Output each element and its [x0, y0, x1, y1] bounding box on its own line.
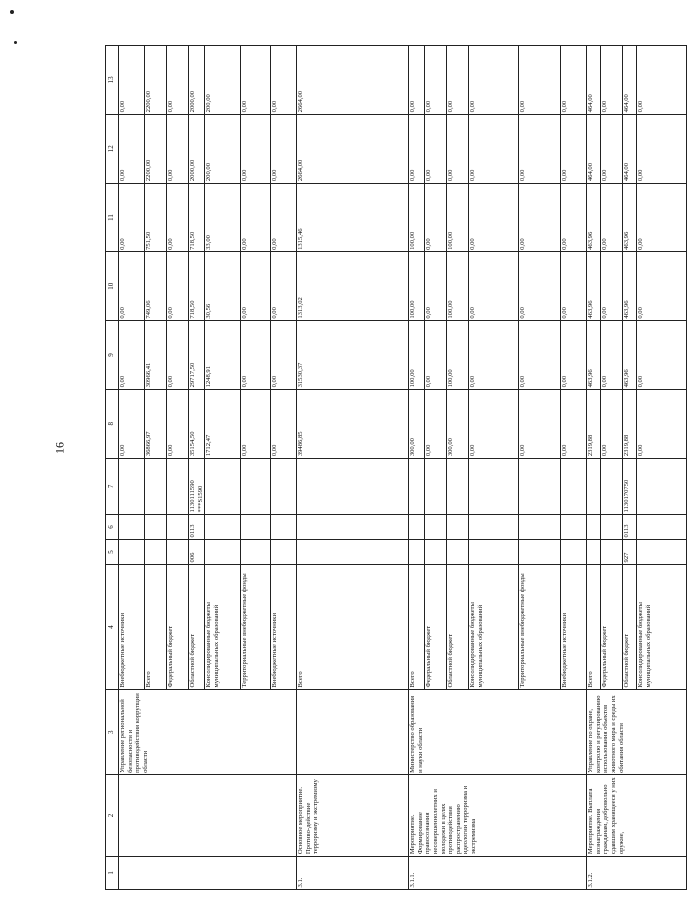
row-number-cell	[119, 856, 297, 889]
amount-cell: 0,00	[637, 183, 687, 252]
amount-cell: 0,00	[519, 114, 561, 183]
amount-cell: 0,00	[167, 46, 189, 115]
header-cell: 8	[106, 389, 119, 458]
amount-cell: 0,00	[637, 389, 687, 458]
grbs-code-cell	[241, 539, 271, 564]
section-code-cell	[409, 514, 425, 539]
amount-cell: 0,00	[241, 321, 271, 390]
amount-cell: 0,00	[469, 46, 519, 115]
section-code-cell	[601, 514, 623, 539]
budget-table	[105, 45, 687, 890]
amount-cell: 0,00	[167, 321, 189, 390]
amount-cell: 0,00	[409, 46, 425, 115]
amount-cell: 0,00	[601, 252, 623, 321]
grbs-code-cell	[519, 539, 561, 564]
section-code-cell	[271, 514, 297, 539]
rotated-table-wrapper	[105, 45, 652, 890]
amount-cell: 0,00	[561, 46, 587, 115]
amount-cell: 0,00	[119, 46, 145, 115]
funding-source-cell: Внебюджетные источники	[561, 564, 587, 689]
target-article-cell: 1130170750	[623, 458, 637, 514]
amount-cell: 464,00	[587, 46, 601, 115]
funding-source-cell: Внебюджетные источники	[119, 564, 145, 689]
section-code-cell	[241, 514, 271, 539]
target-article-cell	[119, 458, 145, 514]
measure-name-cell: Основное мероприятие. Противо-действие терроризму и экстремизму	[297, 775, 409, 856]
header-cell: 6	[106, 514, 119, 539]
amount-cell: 0,00	[637, 114, 687, 183]
target-article-cell	[271, 458, 297, 514]
table-sheet	[105, 45, 652, 890]
header-cell: 4	[106, 564, 119, 689]
grbs-code-cell	[167, 539, 189, 564]
grbs-code-cell	[637, 539, 687, 564]
target-article-cell	[601, 458, 623, 514]
amount-cell: 2000,00	[189, 114, 205, 183]
table-header-row	[106, 46, 119, 890]
amount-cell: 100,00	[447, 183, 469, 252]
header-cell: 2	[106, 775, 119, 856]
amount-cell: 0,00	[469, 321, 519, 390]
grbs-code-cell	[587, 539, 601, 564]
section-code-cell	[637, 514, 687, 539]
amount-cell: 463,96	[587, 183, 601, 252]
amount-cell: 0,00	[409, 114, 425, 183]
header-cell: 10	[106, 252, 119, 321]
funding-source-cell: Областной бюджет	[189, 564, 205, 689]
section-code-cell	[587, 514, 601, 539]
scan-speck	[10, 10, 14, 14]
target-article-cell	[587, 458, 601, 514]
header-cell: 1	[106, 856, 119, 889]
executor-cell: Управление по охране, контролю и регулированию использования объектов животного мира и среды их обитания области	[587, 689, 687, 774]
target-article-cell	[561, 458, 587, 514]
amount-cell: 0,00	[447, 46, 469, 115]
amount-cell: 0,00	[271, 46, 297, 115]
funding-source-cell: Федеральный бюджет	[601, 564, 623, 689]
funding-source-cell: Консолидированные бюджеты муниципальных образований	[637, 564, 687, 689]
table-row	[587, 46, 601, 890]
section-code-cell	[425, 514, 447, 539]
grbs-code-cell: 006	[189, 539, 205, 564]
amount-cell: 300,00	[447, 389, 469, 458]
target-article-cell: 1130111590 ***S1590	[189, 458, 205, 514]
funding-source-cell: Федеральный бюджет	[167, 564, 189, 689]
target-article-cell	[447, 458, 469, 514]
amount-cell: 718,50	[189, 183, 205, 252]
grbs-code-cell	[271, 539, 297, 564]
amount-cell: 1315,46	[297, 183, 409, 252]
target-article-cell	[425, 458, 447, 514]
row-number-cell: 3.1.2.	[587, 856, 687, 889]
amount-cell: 300,00	[409, 389, 425, 458]
funding-source-cell: Консолидированные бюджеты муниципальных образований	[469, 564, 519, 689]
target-article-cell	[519, 458, 561, 514]
amount-cell: 0,00	[469, 389, 519, 458]
amount-cell: 0,00	[519, 321, 561, 390]
amount-cell: 1313,02	[297, 252, 409, 321]
grbs-code-cell: 927	[623, 539, 637, 564]
target-article-cell	[469, 458, 519, 514]
amount-cell: 0,00	[167, 252, 189, 321]
amount-cell: 464,00	[623, 114, 637, 183]
funding-source-cell: Областной бюджет	[447, 564, 469, 689]
amount-cell: 30966,41	[145, 321, 167, 390]
funding-source-cell: Федеральный бюджет	[425, 564, 447, 689]
amount-cell: 35154,50	[189, 389, 205, 458]
amount-cell: 0,00	[271, 321, 297, 390]
grbs-code-cell	[469, 539, 519, 564]
amount-cell: 0,00	[167, 114, 189, 183]
amount-cell: 0,00	[271, 114, 297, 183]
funding-source-cell: Внебюджетные источники	[271, 564, 297, 689]
amount-cell: 200,00	[205, 114, 241, 183]
section-code-cell	[145, 514, 167, 539]
amount-cell: 0,00	[561, 114, 587, 183]
amount-cell: 0,00	[425, 321, 447, 390]
amount-cell: 463,96	[587, 252, 601, 321]
amount-cell: 0,00	[119, 183, 145, 252]
grbs-code-cell	[447, 539, 469, 564]
amount-cell: 30,56	[205, 252, 241, 321]
grbs-code-cell	[601, 539, 623, 564]
amount-cell: 463,96	[587, 321, 601, 390]
amount-cell: 100,00	[447, 321, 469, 390]
header-cell: 5	[106, 539, 119, 564]
grbs-code-cell	[425, 539, 447, 564]
amount-cell: 0,00	[271, 183, 297, 252]
amount-cell: 0,00	[601, 183, 623, 252]
section-code-cell: 0113	[189, 514, 205, 539]
funding-source-cell: Консолидированные бюджеты муниципальных образований	[205, 564, 241, 689]
amount-cell: 0,00	[469, 114, 519, 183]
amount-cell: 0,00	[561, 389, 587, 458]
grbs-code-cell	[119, 539, 145, 564]
section-code-cell	[519, 514, 561, 539]
amount-cell: 100,00	[447, 252, 469, 321]
amount-cell: 0,00	[425, 389, 447, 458]
amount-cell: 0,00	[601, 46, 623, 115]
amount-cell: 0,00	[425, 252, 447, 321]
funding-source-cell: Территориальные внебюджетные фонды	[519, 564, 561, 689]
amount-cell: 100,00	[409, 183, 425, 252]
executor-cell: Министерство образования и науки области	[409, 689, 587, 774]
amount-cell: 0,00	[241, 252, 271, 321]
amount-cell: 0,00	[119, 321, 145, 390]
amount-cell: 0,00	[241, 114, 271, 183]
amount-cell: 1712,47	[205, 389, 241, 458]
amount-cell: 0,00	[425, 46, 447, 115]
amount-cell: 2200,00	[145, 46, 167, 115]
section-code-cell	[119, 514, 145, 539]
amount-cell: 0,00	[119, 114, 145, 183]
target-article-cell	[205, 458, 241, 514]
header-cell: 13	[106, 46, 119, 115]
amount-cell: 749,06	[145, 252, 167, 321]
amount-cell: 2319,88	[623, 389, 637, 458]
funding-source-cell: Всего	[145, 564, 167, 689]
amount-cell: 718,50	[189, 252, 205, 321]
target-article-cell	[145, 458, 167, 514]
header-cell: 9	[106, 321, 119, 390]
amount-cell: 0,00	[119, 389, 145, 458]
amount-cell: 0,00	[561, 183, 587, 252]
measure-name-cell	[119, 775, 297, 856]
amount-cell: 100,00	[409, 321, 425, 390]
header-cell: 11	[106, 183, 119, 252]
funding-source-cell: Всего	[297, 564, 409, 689]
amount-cell: 0,00	[601, 321, 623, 390]
row-number-cell: 3.1.1.	[409, 856, 587, 889]
amount-cell: 0,00	[167, 183, 189, 252]
amount-cell: 0,00	[519, 46, 561, 115]
executor-cell: Управление региональной безопасности и противодействия коррупции области	[119, 689, 297, 774]
amount-cell: 0,00	[425, 114, 447, 183]
amount-cell: 0,00	[241, 389, 271, 458]
header-cell: 12	[106, 114, 119, 183]
amount-cell: 0,00	[241, 183, 271, 252]
measure-name-cell: Мероприятие. Выплата вознаграждения гражданам, добровольно сдавшим хранящееся у них оружие,	[587, 775, 687, 856]
executor-cell	[297, 689, 409, 774]
measure-name-cell: Мероприятие. Формирование правосознания несовершеннолетних и молодежи в целях противодействия распространению идеологии терроризма и экстремизма	[409, 775, 587, 856]
funding-source-cell: Всего	[587, 564, 601, 689]
amount-cell: 0,00	[167, 389, 189, 458]
amount-cell: 463,96	[623, 183, 637, 252]
amount-cell: 100,00	[409, 252, 425, 321]
amount-cell: 0,00	[425, 183, 447, 252]
amount-cell: 200,00	[205, 46, 241, 115]
amount-cell: 464,00	[623, 46, 637, 115]
funding-source-cell: Областной бюджет	[623, 564, 637, 689]
amount-cell: 39486,85	[297, 389, 409, 458]
section-code-cell	[297, 514, 409, 539]
amount-cell: 0,00	[637, 252, 687, 321]
amount-cell: 2319,88	[587, 389, 601, 458]
amount-cell: 0,00	[561, 321, 587, 390]
amount-cell: 2200,00	[145, 114, 167, 183]
amount-cell: 0,00	[241, 46, 271, 115]
section-code-cell: 0113	[623, 514, 637, 539]
amount-cell: 463,96	[623, 321, 637, 390]
table-row	[297, 46, 409, 890]
grbs-code-cell	[145, 539, 167, 564]
amount-cell: 0,00	[601, 114, 623, 183]
funding-source-cell: Территориальные внебюджетные фонды	[241, 564, 271, 689]
amount-cell: 0,00	[561, 252, 587, 321]
amount-cell: 0,00	[119, 252, 145, 321]
amount-cell: 464,00	[587, 114, 601, 183]
amount-cell: 463,96	[623, 252, 637, 321]
page-number-text: 16	[52, 442, 67, 454]
grbs-code-cell	[297, 539, 409, 564]
amount-cell: 0,00	[519, 389, 561, 458]
amount-cell: 0,00	[469, 252, 519, 321]
table-row	[409, 46, 425, 890]
amount-cell: 2664,00	[297, 114, 409, 183]
target-article-cell	[297, 458, 409, 514]
amount-cell: 36866,97	[145, 389, 167, 458]
funding-source-cell: Всего	[409, 564, 425, 689]
grbs-code-cell	[409, 539, 425, 564]
amount-cell: 0,00	[271, 252, 297, 321]
scan-speck	[14, 41, 17, 44]
amount-cell: 31530,37	[297, 321, 409, 390]
table-row	[119, 46, 145, 890]
amount-cell: 29717,50	[189, 321, 205, 390]
header-cell: 3	[106, 689, 119, 774]
amount-cell: 0,00	[637, 46, 687, 115]
amount-cell: 0,00	[519, 183, 561, 252]
amount-cell: 0,00	[519, 252, 561, 321]
amount-cell: 2000,00	[189, 46, 205, 115]
amount-cell: 33,00	[205, 183, 241, 252]
section-code-cell	[205, 514, 241, 539]
target-article-cell	[637, 458, 687, 514]
amount-cell: 0,00	[469, 183, 519, 252]
amount-cell: 0,00	[271, 389, 297, 458]
amount-cell: 0,00	[601, 389, 623, 458]
section-code-cell	[469, 514, 519, 539]
section-code-cell	[167, 514, 189, 539]
header-cell: 7	[106, 458, 119, 514]
amount-cell: 2664,00	[297, 46, 409, 115]
amount-cell: 751,50	[145, 183, 167, 252]
target-article-cell	[167, 458, 189, 514]
amount-cell: 0,00	[637, 321, 687, 390]
amount-cell: 0,00	[447, 114, 469, 183]
section-code-cell	[447, 514, 469, 539]
section-code-cell	[561, 514, 587, 539]
target-article-cell	[241, 458, 271, 514]
grbs-code-cell	[561, 539, 587, 564]
row-number-cell: 3.1.	[297, 856, 409, 889]
target-article-cell	[409, 458, 425, 514]
grbs-code-cell	[205, 539, 241, 564]
amount-cell: 1248,91	[205, 321, 241, 390]
